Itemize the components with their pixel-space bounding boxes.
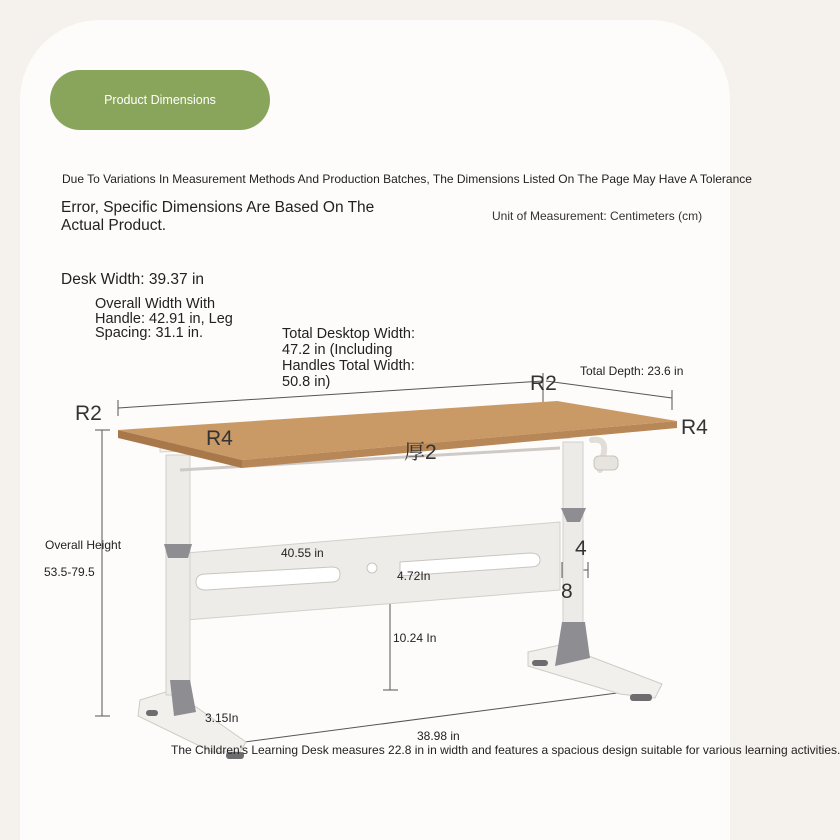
radius-r4-right: R4 — [681, 416, 708, 439]
overall-height-label: Overall Height — [45, 538, 122, 552]
product-caption: The Children's Learning Desk measures 22.8 in in width and features a spacious design suitable for various learning activities. — [171, 743, 840, 757]
leg-dimension-8: 8 — [561, 580, 573, 603]
product-dimensions-button[interactable]: Product Dimensions — [50, 70, 270, 130]
right-foot — [528, 645, 662, 701]
foot-width-label: 3.15In — [205, 711, 239, 725]
beam-height-label: 4.72In — [397, 569, 431, 583]
radius-r2-left: R2 — [75, 402, 102, 425]
unit-of-measurement: Unit of Measurement: Centimeters (cm) — [492, 209, 703, 223]
radius-r2-right: R2 — [530, 372, 557, 395]
overall-width-label: Overall Width With Handle: 42.91 in, Leg Spacing: 31.1 in. — [95, 296, 233, 341]
desk-width-label: Desk Width: 39.37 in — [61, 271, 205, 288]
thickness-label: 厚2 — [404, 441, 437, 464]
leg-dimension-4: 4 — [575, 537, 587, 560]
beam-to-floor-label: 10.24 In — [393, 631, 437, 645]
crossbeam — [186, 522, 560, 620]
total-depth-label: Total Depth: 23.6 in — [580, 364, 684, 378]
disclaimer-line-1: Due To Variations In Measurement Methods And Production Batches, The Dimensions Listed On The Page May Have A Tolerance — [62, 172, 752, 186]
beam-length-label: 40.55 in — [281, 546, 324, 560]
total-desktop-width-label: Total Desktop Width: 47.2 in (Including Handles Total Width: 50.8 in) — [282, 326, 415, 390]
base-span-label: 38.98 in — [417, 729, 460, 743]
radius-r4-left: R4 — [206, 427, 233, 450]
crank-handle[interactable] — [592, 440, 618, 470]
overall-height-value: 53.5-79.5 — [44, 565, 95, 579]
disclaimer-line-2: Error, Specific Dimensions Are Based On The Actual Product. — [61, 199, 375, 234]
